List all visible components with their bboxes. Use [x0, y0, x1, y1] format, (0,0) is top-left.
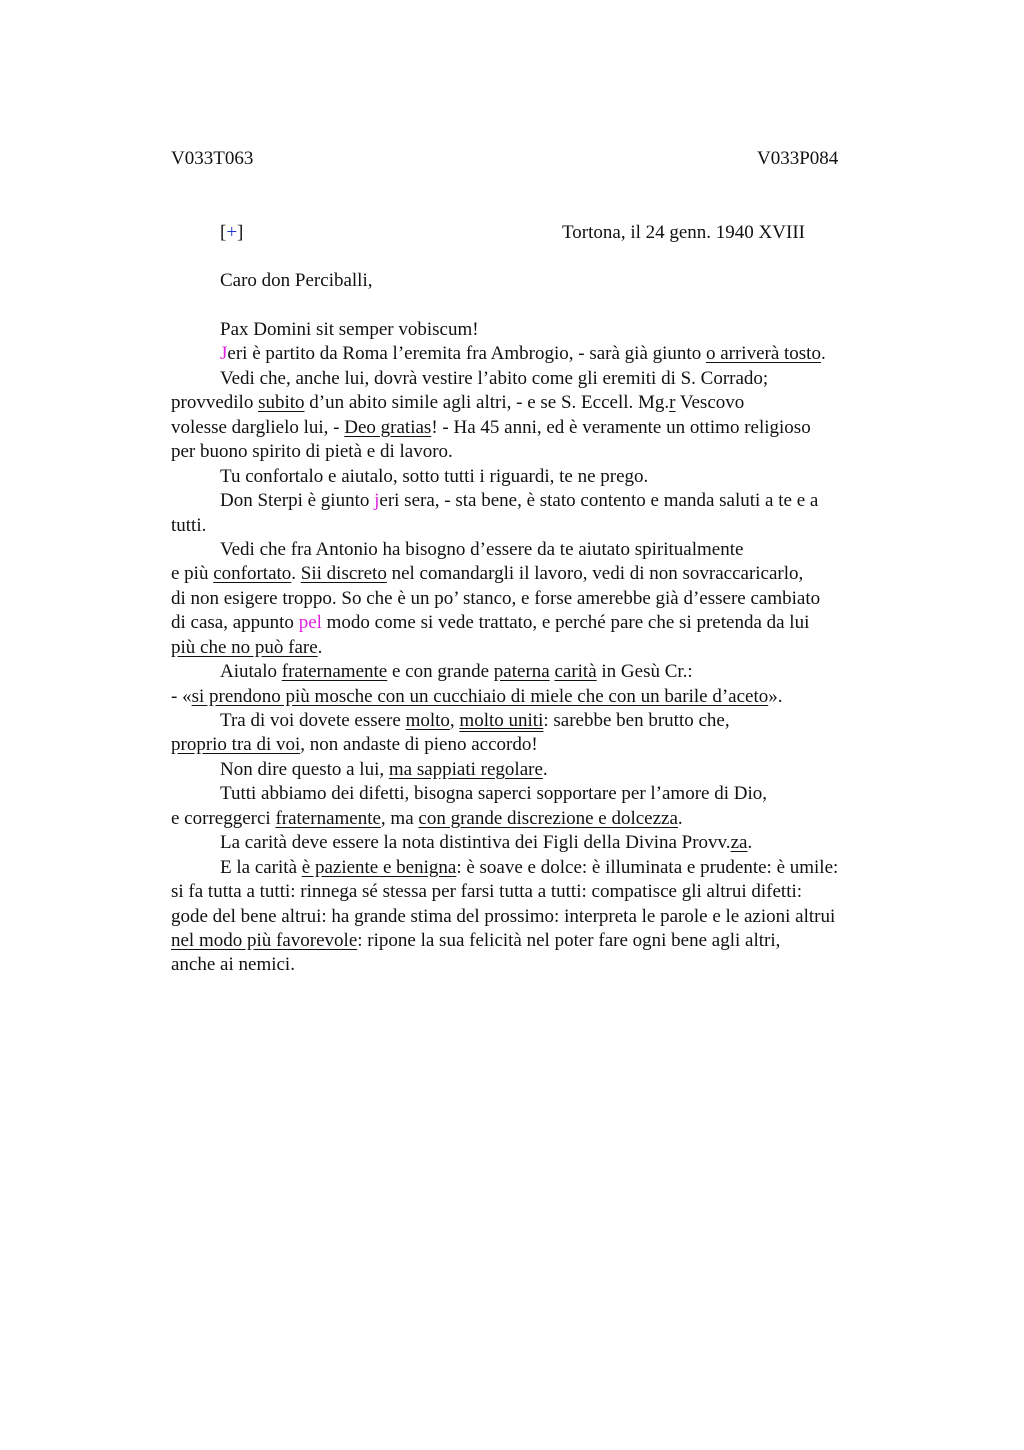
- letter-line: [171, 465, 911, 489]
- letter-line: [171, 342, 911, 366]
- letter-line: [171, 514, 911, 538]
- underlined-text: nel modo più favorevole: [171, 929, 358, 951]
- line-text: e più: [171, 563, 214, 585]
- underlined-text: subito: [258, 392, 305, 414]
- line-text: e correggerci: [171, 807, 276, 829]
- line-text: .: [747, 832, 753, 854]
- place-date: Tortona, il 24 genn. 1940 XVIII: [562, 222, 805, 243]
- underlined-text: molto uniti: [459, 710, 544, 731]
- line-text: di casa, appunto: [171, 612, 299, 634]
- underlined-text: Sii discreto: [300, 563, 387, 585]
- highlighted-text: j: [374, 490, 380, 512]
- line-text: , ma: [380, 807, 419, 829]
- letter-line: [171, 709, 911, 733]
- line-text: Vedi che, anche lui, dovrà vestire l’abito come gli eremiti di S. Corrado;: [220, 367, 769, 389]
- letter-line: [171, 636, 911, 660]
- letter-line: [171, 367, 911, 391]
- line-text: , non andaste di pieno accordo!: [300, 734, 538, 756]
- letter-line: [171, 758, 911, 782]
- document-code-left: V033T063: [171, 148, 254, 169]
- underlined-text: più che no può fare: [171, 636, 318, 658]
- underlined-text: fraternamente: [275, 807, 381, 829]
- underlined-text: Deo gratias: [344, 416, 432, 438]
- line-text: : sarebbe ben brutto che,: [543, 710, 730, 731]
- line-text: tutti.: [171, 514, 207, 536]
- letter-line: [171, 953, 911, 977]
- line-text: Vedi che fra Antonio ha bisogno d’essere da te aiutato spiritualmente: [220, 538, 744, 560]
- line-text: provvedilo: [171, 392, 259, 414]
- line-text: e con grande: [387, 661, 494, 683]
- line-text: E la carità: [220, 856, 302, 878]
- letter-body: [171, 318, 911, 978]
- underlined-text: fraternamente: [281, 661, 388, 683]
- line-text: anche ai nemici.: [171, 954, 295, 976]
- salutation: Caro don Perciballi,: [220, 270, 373, 291]
- line-text: .: [542, 758, 548, 780]
- underlined-text: carità: [554, 661, 597, 683]
- line-text: si fa tutta a tutti: rinnega sé stessa per farsi tutta a tutti: compatisce gli altrui difetti:: [171, 881, 803, 903]
- line-text: ! - Ha 45 anni, ed è veramente un ottimo religioso: [431, 416, 811, 438]
- line-text: : è soave e dolce: è illuminata e prudente: è umile:: [456, 856, 839, 878]
- body-lines: [171, 342, 911, 977]
- underlined-text: o arriverà tosto: [705, 343, 821, 365]
- underlined-text: molto: [405, 710, 450, 731]
- underlined-text: ma sappiati regolare: [388, 758, 543, 780]
- line-text: - «: [171, 685, 192, 707]
- underlined-text: con grande discrezione e dolcezza: [418, 807, 678, 829]
- letter-line: [171, 391, 911, 415]
- line-text: di non esigere troppo. So che è un po’ stanco, e forse amerebbe già d’essere cambiato: [171, 587, 821, 609]
- letter-line: [171, 782, 911, 806]
- letter-line: [171, 660, 911, 684]
- cross-mark: [+]: [220, 222, 244, 243]
- underlined-text: za: [730, 832, 748, 854]
- line-text: Tu confortalo e aiutalo, sotto tutti i riguardi, te ne prego.: [220, 465, 649, 487]
- letter-line: [171, 880, 911, 904]
- line-text: nel comandargli il lavoro, vedi di non sovraccaricarlo,: [386, 563, 804, 585]
- line-text: modo come si vede trattato, e perché pare che si pretenda da lui: [321, 612, 810, 634]
- line-text: Don Sterpi è giunto: [220, 490, 375, 512]
- line-text: Non dire questo a lui,: [220, 758, 389, 780]
- underlined-text: si prendono più mosche con un cucchiaio di miele che con un barile d’aceto: [191, 685, 769, 707]
- line-text: .: [677, 807, 683, 829]
- line-text: gode del bene altrui: ha grande stima del prossimo: interpreta le parole e le azioni altrui: [171, 905, 836, 927]
- line-text: .: [317, 636, 323, 658]
- greeting-line: Pax Domini sit semper vobiscum!: [220, 319, 479, 340]
- underlined-text: paterna: [493, 661, 550, 683]
- letter-line: [171, 807, 911, 831]
- line-text: : ripone la sua felicità nel poter fare ogni bene agli altri,: [357, 929, 781, 951]
- letter-line: [171, 831, 911, 855]
- line-text: Aiutalo: [220, 661, 282, 683]
- letter-line: [171, 733, 911, 757]
- letter-line: [171, 611, 911, 635]
- letter-line: [171, 905, 911, 929]
- letter-line: [171, 489, 911, 513]
- line-text: ».: [768, 685, 783, 707]
- document-code-right: V033P084: [757, 148, 839, 169]
- letter-line: [171, 538, 911, 562]
- line-text: ,: [449, 710, 460, 731]
- letter-line: [171, 587, 911, 611]
- cross-icon: +: [226, 222, 238, 243]
- line-text: .: [820, 343, 826, 365]
- underlined-text: confortato: [213, 563, 292, 585]
- line-text: Tutti abbiamo dei difetti, bisogna saperci sopportare per l’amore di Dio,: [220, 783, 768, 805]
- line-text: eri è partito da Roma l’eremita fra Ambrogio, - sarà già giunto: [227, 343, 706, 365]
- line-text: per buono spirito di pietà e di lavoro.: [171, 441, 453, 463]
- highlighted-text: pel: [298, 612, 322, 634]
- line-text: volesse darglielo lui, -: [171, 416, 345, 438]
- highlighted-text: J: [220, 343, 228, 365]
- underlined-text: è paziente e benigna: [301, 856, 457, 878]
- letter-line: [171, 929, 911, 953]
- letter-line: [171, 416, 911, 440]
- underlined-text: r: [669, 392, 676, 414]
- line-text: Tra di voi dovete essere: [220, 710, 406, 731]
- letter-line: [171, 562, 911, 586]
- line-text: La carità deve essere la nota distintiva dei Figli della Divina Provv.: [220, 832, 731, 854]
- line-text: Vescovo: [675, 392, 745, 414]
- letter-line: [171, 685, 911, 709]
- line-text: .: [291, 563, 301, 585]
- line-text: in Gesù Cr.:: [596, 661, 693, 683]
- underlined-text: proprio tra di voi: [171, 734, 301, 756]
- letter-line: [171, 440, 911, 464]
- letter-line: [171, 856, 911, 880]
- line-text: d’un abito simile agli altri, - e se S. Eccell. Mg.: [304, 392, 670, 414]
- line-text: eri sera, - sta bene, è stato contento e manda saluti a te e a: [379, 490, 819, 512]
